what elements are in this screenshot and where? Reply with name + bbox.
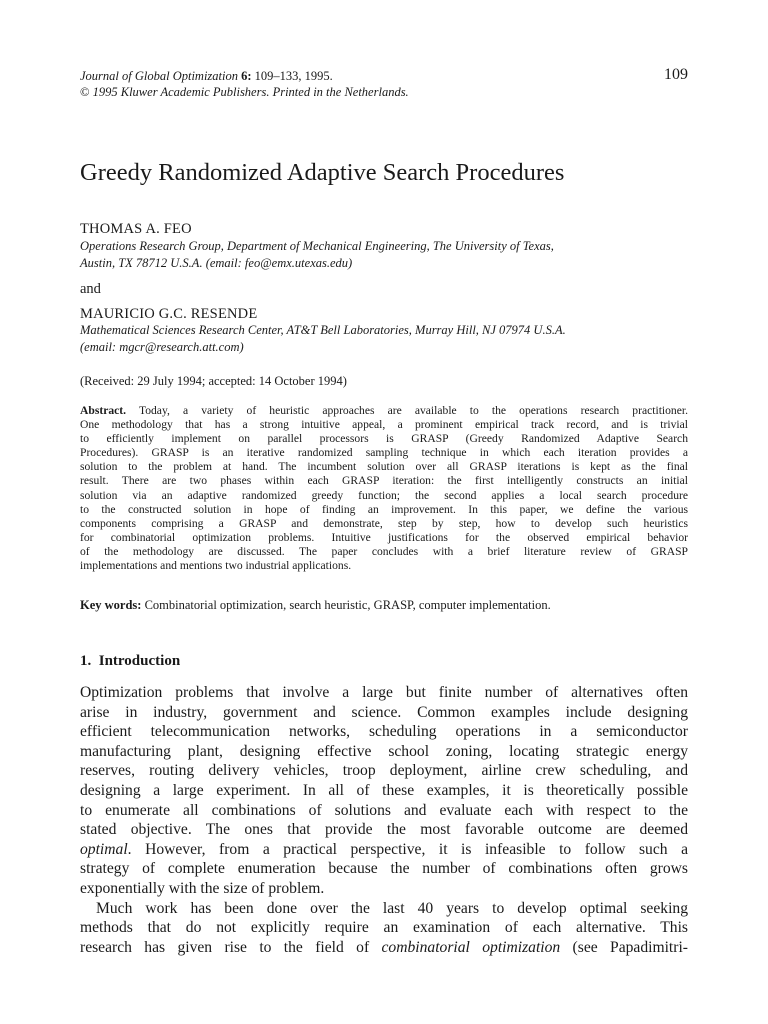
abstract-line: Procedures). GRASP is an iterative randomized sampling technique in which each iteration provides a bbox=[80, 446, 688, 460]
body-line bbox=[80, 840, 688, 860]
page-number: 109 bbox=[664, 66, 688, 83]
body-line: efficient telecommunication networks, scheduling operations in a semiconductor bbox=[80, 723, 688, 741]
body-line: methods that do not explicitly require an examination of each alternative. This bbox=[80, 919, 688, 937]
author-conjunction: and bbox=[80, 281, 101, 297]
abstract-line bbox=[80, 404, 688, 418]
abstract-line: for combinatorial optimization problems. Intuitive justifications for the observed empirical behavior bbox=[80, 530, 688, 544]
body-text-run: . However, from a practical perspective, it is infeasible to follow such a bbox=[127, 840, 688, 858]
author-affiliation-2-line-2: (email: mgcr@research.att.com) bbox=[80, 339, 244, 354]
journal-name: Journal of Global Optimization bbox=[80, 69, 238, 83]
body-line bbox=[80, 938, 688, 958]
author-name-2: MAURICIO G.C. RESENDE bbox=[80, 306, 258, 322]
author-affiliation-1-line-1: Operations Research Group, Department of Mechanical Engineering, The University of Texas, bbox=[80, 239, 554, 253]
body-line: reserves, routing delivery vehicles, troop deployment, airline crew scheduling, and bbox=[80, 762, 688, 780]
body-line: exponentially with the size of problem. bbox=[80, 879, 325, 897]
body-line: stated objective. The ones that provide the most favorable outcome are deemed bbox=[80, 821, 688, 839]
emphasis-optimal: optimal bbox=[80, 840, 128, 858]
keywords-label: Key words: bbox=[80, 598, 142, 612]
author-name-1: THOMAS A. FEO bbox=[80, 221, 192, 237]
body-line: Much work has been done over the last 40 years to develop optimal seeking bbox=[96, 899, 688, 917]
abstract-line: of the methodology are discussed. The paper concludes with a brief literature review of GRASP bbox=[80, 544, 688, 558]
paper-title: Greedy Randomized Adaptive Search Procedures bbox=[80, 159, 565, 186]
section-title: Introduction bbox=[98, 653, 181, 669]
copyright-text: 1995 Kluwer Academic Publishers. Printed in the Netherlands. bbox=[89, 85, 409, 99]
body-text bbox=[80, 683, 688, 957]
abstract-line: One methodology that has a strong intuitive appeal, a prominent empirical track record, and is trivial bbox=[80, 418, 688, 432]
journal-citation bbox=[80, 68, 333, 84]
body-line: Optimization problems that involve a large but finite number of alternatives often bbox=[80, 684, 688, 701]
abstract-line: solution to the problem at hand. The incumbent solution over all GRASP iterations is kept as the final bbox=[80, 460, 688, 474]
body-line: to enumerate all combinations of solutions and evaluate each with respect to the bbox=[80, 801, 688, 819]
abstract-line: result. There are two phases within each GRASP iteration: the first intelligently constructs an initial bbox=[80, 474, 688, 488]
keywords bbox=[80, 597, 551, 613]
received-dates: (Received: 29 July 1994; accepted: 14 October 1994) bbox=[80, 374, 347, 388]
emphasis-combinatorial-optimization: combinatorial optimization bbox=[381, 938, 561, 956]
abstract bbox=[80, 404, 688, 573]
copyright-notice bbox=[80, 84, 409, 100]
body-line: strategy of complete enumeration because the number of combinations often grows bbox=[80, 860, 688, 878]
abstract-line: solution via an adaptive randomized greedy function; the second applies a local search procedure bbox=[80, 488, 688, 502]
body-text-run: (see Papadimitri- bbox=[560, 938, 688, 956]
body-line: manufacturing plant, designing effective school zoning, locating strategic energy bbox=[80, 742, 688, 760]
body-line: arise in industry, government and science. Common examples include designing bbox=[80, 703, 688, 721]
abstract-line: to efficiently implement on parallel processors is GRASP (Greedy Randomized Adaptive Search bbox=[80, 432, 688, 446]
journal-volume: 6: bbox=[241, 69, 252, 83]
abstract-text: Today, a variety of heuristic approaches are available to the operations research practitioner. bbox=[126, 404, 688, 417]
keywords-text: Combinatorial optimization, search heuristic, GRASP, computer implementation. bbox=[141, 598, 551, 612]
body-line: designing a large experiment. In all of these examples, it is theoretically possible bbox=[80, 781, 688, 799]
abstract-line: components comprising a GRASP and demonstrate, step by step, how to develop such heuristics bbox=[80, 516, 688, 530]
abstract-line: to the constructed solution in hope of finding an improvement. In this paper, we define the various bbox=[80, 502, 688, 516]
section-number: 1. bbox=[80, 653, 92, 669]
body-text-run: research has given rise to the field of bbox=[80, 938, 382, 956]
author-affiliation-1-line-2: Austin, TX 78712 U.S.A. (email: feo@emx.utexas.edu) bbox=[80, 255, 353, 270]
journal-pages-year: 109–133, 1995. bbox=[251, 69, 333, 83]
author-affiliation-2-line-1: Mathematical Sciences Research Center, AT&T Bell Laboratories, Murray Hill, NJ 07974 U.S.A. bbox=[80, 323, 566, 337]
copyright-symbol: © bbox=[80, 85, 90, 99]
abstract-line: implementations and mentions two industrial applications. bbox=[80, 559, 352, 573]
abstract-label: Abstract. bbox=[80, 404, 127, 417]
section-heading bbox=[80, 651, 180, 671]
